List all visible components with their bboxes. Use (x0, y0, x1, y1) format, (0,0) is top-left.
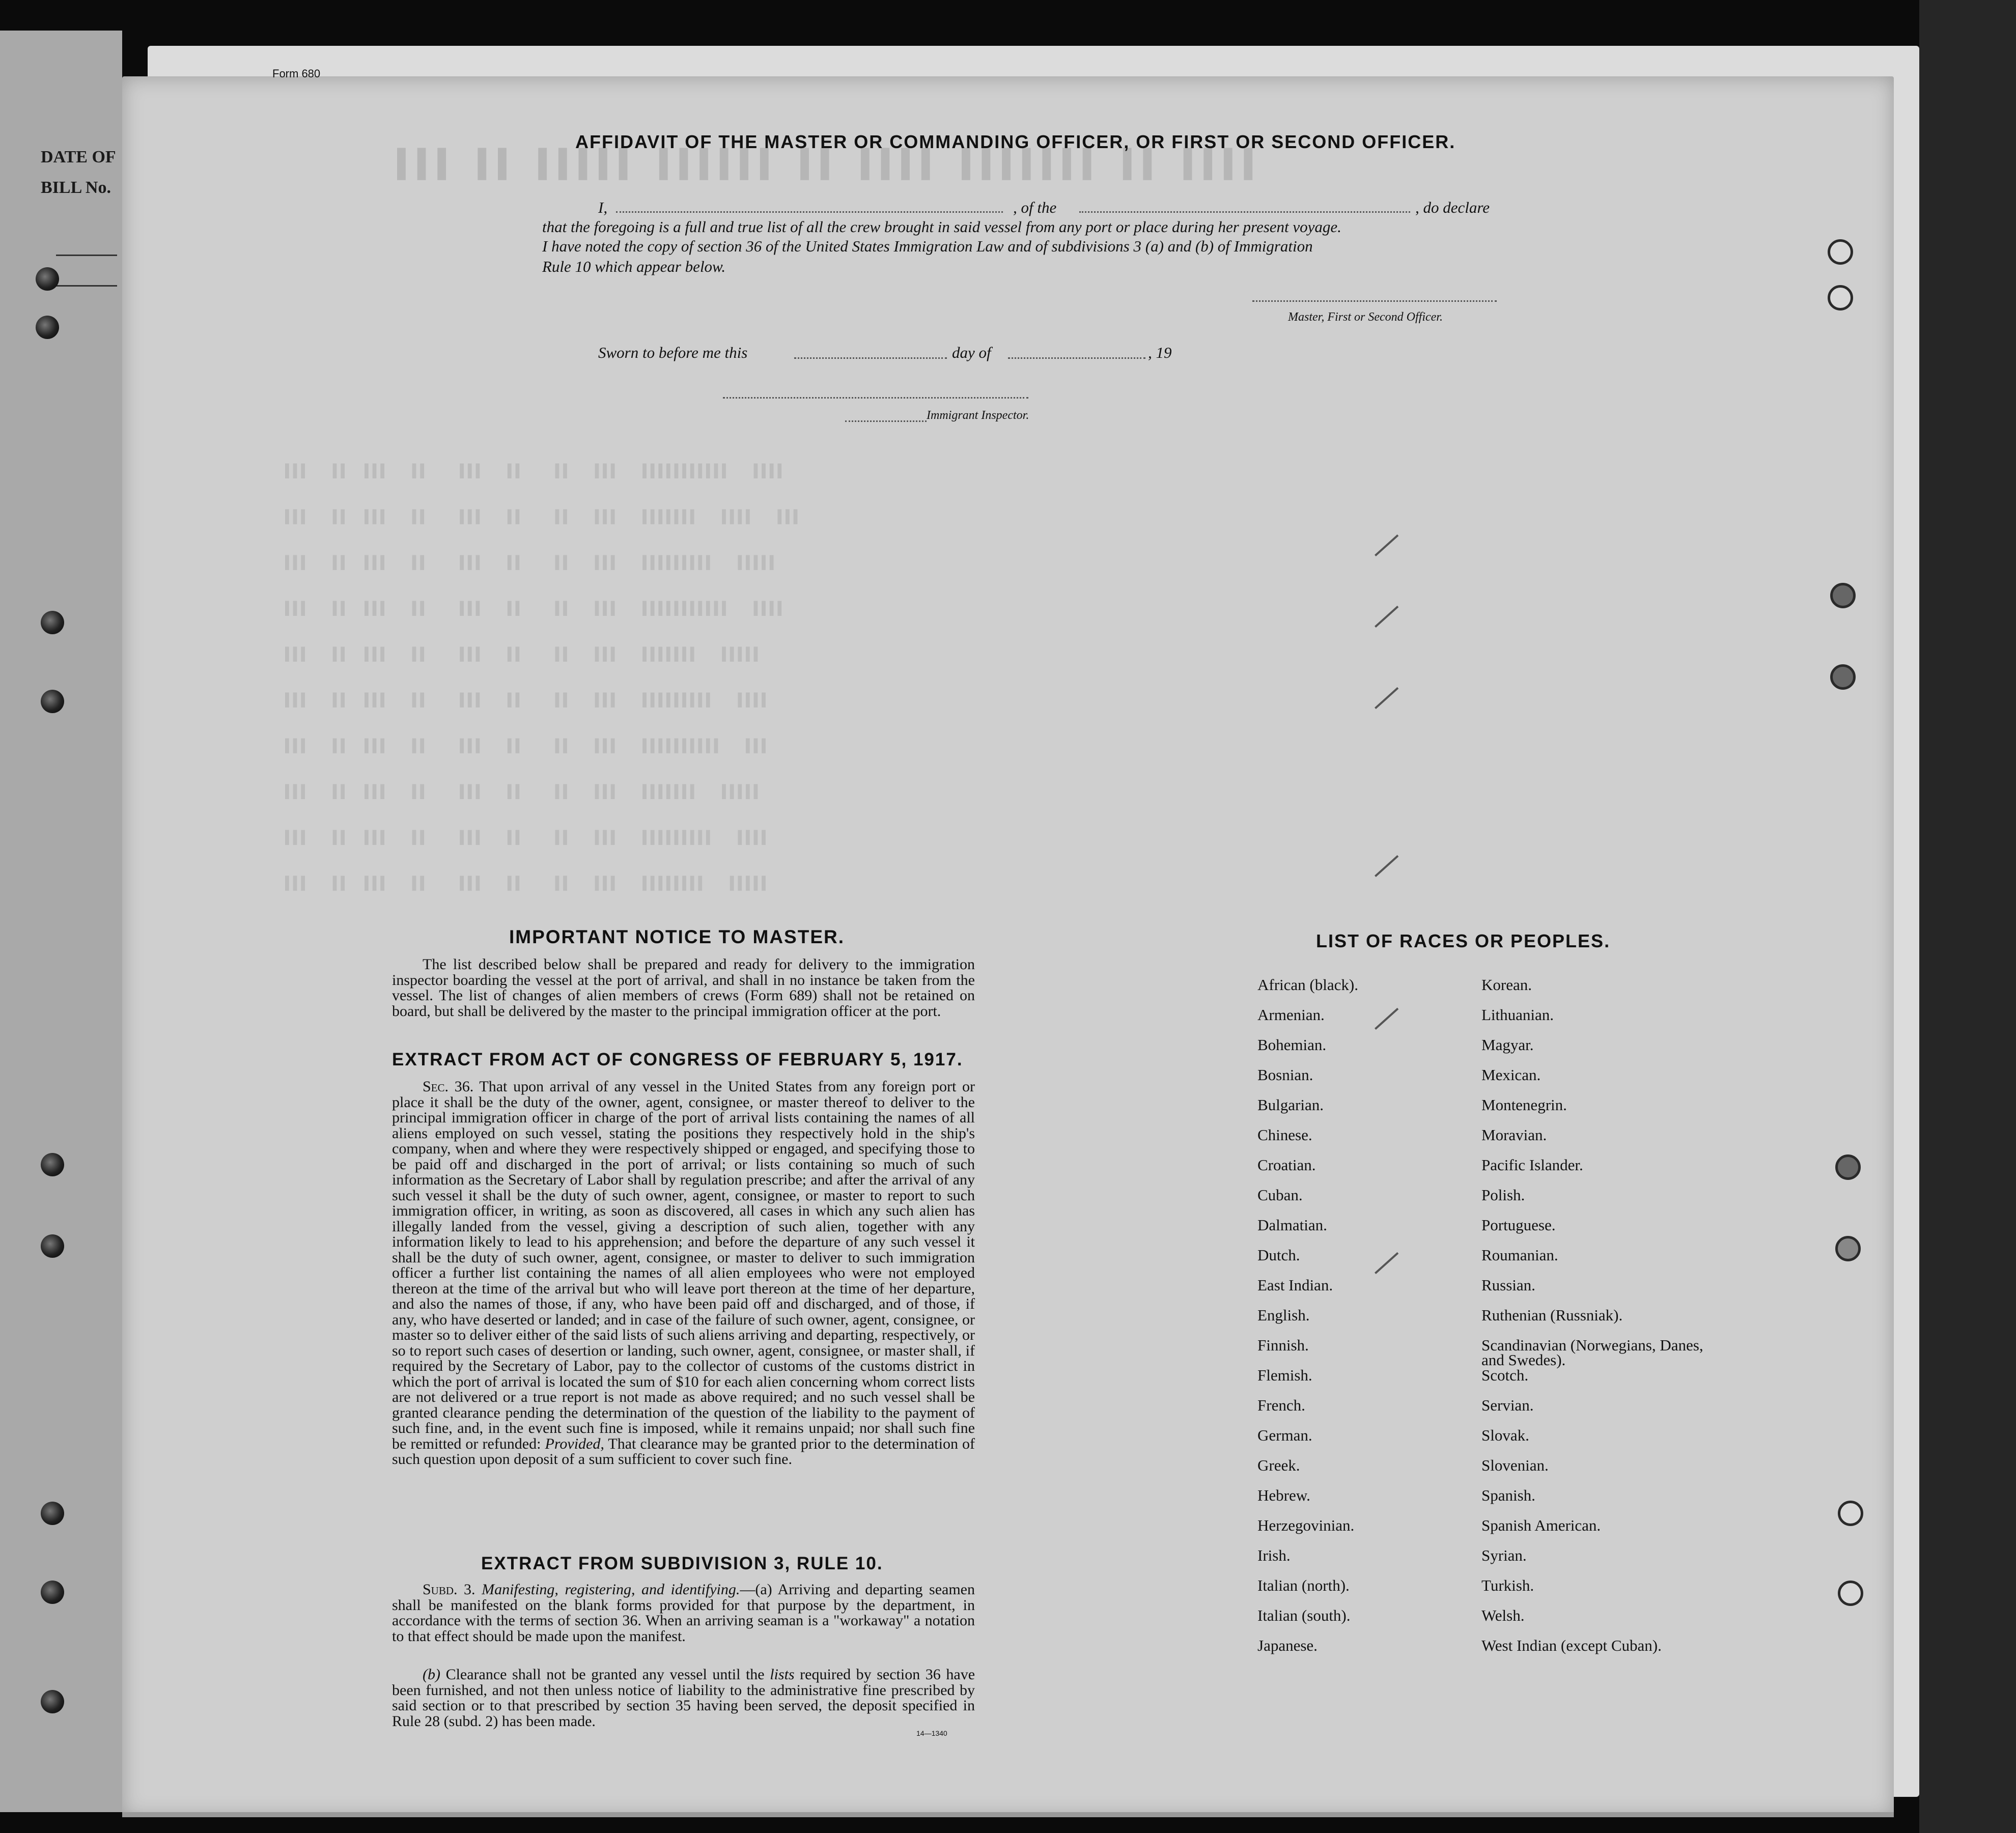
punch-hole (1838, 1501, 1863, 1526)
binder-ring-icon (41, 1690, 64, 1713)
race-entry: Italian (north). (1257, 1576, 1350, 1594)
subd-para-a-text: —(a) Arriving and departing seamen shall be manifested on the blank forms provided for that purpose by the department, in accordance with the terms of section 36. When an arriving seaman is a "workaway" a notation to that effect should be made upon the manifest. (392, 1581, 975, 1645)
race-entry: Bosnian. (1257, 1066, 1313, 1084)
race-entry: German. (1257, 1426, 1312, 1444)
race-entry: Croatian. (1257, 1156, 1316, 1174)
race-entry: Irish. (1257, 1546, 1291, 1564)
race-entry: Pacific Islander. (1481, 1156, 1583, 1174)
race-entry: Korean. (1481, 976, 1532, 994)
provided-word: Provided, (545, 1435, 604, 1452)
punch-hole (1828, 239, 1853, 265)
sworn-month-field[interactable] (1008, 357, 1145, 359)
race-entry: East Indian. (1257, 1276, 1333, 1294)
punch-hole (1838, 1581, 1863, 1606)
race-entry: Mexican. (1481, 1066, 1541, 1084)
subd-title: Manifesting, registering, and identifying. (482, 1581, 740, 1598)
sworn-day-field[interactable] (794, 357, 947, 359)
binder-ring-icon (41, 611, 64, 634)
race-entry: Cuban. (1257, 1186, 1303, 1204)
race-entry: West Indian (except Cuban). (1481, 1637, 1662, 1654)
race-entry: Dutch. (1257, 1246, 1300, 1264)
race-entry: Scotch. (1481, 1366, 1529, 1384)
race-entry: Dalmatian. (1257, 1216, 1327, 1234)
year-label: , 19 (1148, 344, 1172, 361)
punch-hole (1835, 1154, 1861, 1180)
stub-rule (51, 285, 117, 287)
stub-bill-label: BILL No. (41, 178, 111, 197)
race-entry: Italian (south). (1257, 1606, 1351, 1624)
subd-label: Subd. 3. (423, 1581, 475, 1598)
race-entry: Syrian. (1481, 1546, 1527, 1564)
punch-hole (1830, 664, 1856, 690)
race-entry: Greek. (1257, 1456, 1300, 1474)
binder-ring-icon (41, 1502, 64, 1525)
binder-ring-icon (41, 1153, 64, 1176)
race-entry: Turkish. (1481, 1576, 1534, 1594)
affidavit-line-4: Rule 10 which appear below. (542, 258, 726, 275)
do-declare-label: , do declare (1415, 199, 1490, 216)
race-entry: Moravian. (1481, 1126, 1547, 1144)
day-of-label: day of (952, 344, 991, 361)
race-entry: Herzegovinian. (1257, 1516, 1355, 1534)
race-entry: Ruthenian (Russniak). (1481, 1306, 1623, 1324)
race-entry: Flemish. (1257, 1366, 1312, 1384)
race-entry: Montenegrin. (1481, 1096, 1567, 1114)
para-b-text-2: required by section 36 have been furnished, and not then unless notice of liability to the administrative fine prescribed by said section or to that prescribed by section 35 having been served, the deposit specified in Rule 28 (subd. 2) has been made. (392, 1666, 975, 1730)
race-entry: English. (1257, 1306, 1310, 1324)
para-b-label: (b) (423, 1666, 440, 1683)
race-entry: Armenian. (1257, 1006, 1325, 1024)
notice-heading: IMPORTANT NOTICE TO MASTER. (509, 926, 845, 947)
bleed-through-text: ▌▌▌ ▌▌ ▌▌▌▌▌ ▌▌▌▌▌▌ ▌▌ ▌▌▌▌ ▌▌▌▌▌▌▌ ▌▌ ▌▌▌▌ (397, 148, 1265, 180)
act-extract-body (392, 1079, 975, 1468)
of-the-label: , of the (1013, 199, 1057, 216)
rule-para-a (392, 1582, 975, 1644)
race-entry: Polish. (1481, 1186, 1525, 1204)
binder-ring-icon (41, 690, 64, 713)
race-entry: Servian. (1481, 1396, 1534, 1414)
bleed-through-rows: ▌▌▌ ▌▌ ▌▌▌ ▌▌ ▌▌▌ ▌▌ ▌▌ ▌▌▌ ▌▌▌▌▌▌▌▌▌▌▌ ▌▌▌▌ ▌▌▌ ▌▌ ▌▌▌ ▌▌ ▌▌▌ ▌▌ ▌▌ ▌▌▌ ▌▌▌▌▌▌▌ ▌▌▌▌ ▌▌▌ ▌▌▌ ▌▌ ▌▌▌ ▌▌ ▌▌▌ ▌▌ ▌▌ ▌▌▌ ▌▌▌▌▌▌▌▌▌ ▌▌▌▌▌ ▌▌▌ ▌▌ ▌▌▌ ▌▌ ▌▌▌ ▌▌ ▌▌ ▌▌▌ ▌▌▌▌▌▌▌▌▌▌▌ ▌▌▌▌ ▌▌▌ ▌▌ ▌▌▌ ▌▌ ▌▌▌ ▌▌ ▌▌ ▌▌▌ ▌▌▌▌▌▌▌ ▌▌▌▌▌ ▌▌▌ ▌▌ ▌▌▌ ▌▌ ▌▌▌ ▌▌ ▌▌ ▌▌▌ ▌▌▌▌▌▌▌▌▌ ▌▌▌▌ ▌▌▌ ▌▌ ▌▌▌ ▌▌ ▌▌▌ ▌▌ ▌▌ ▌▌▌ ▌▌▌▌▌▌▌▌▌▌ ▌▌▌ ▌▌▌ ▌▌ ▌▌▌ ▌▌ ▌▌▌ ▌▌ ▌▌ ▌▌▌ ▌▌▌▌▌▌▌ ▌▌▌▌▌ ▌▌▌ ▌▌ ▌▌▌ ▌▌ ▌▌▌ ▌▌ ▌▌ ▌▌▌ ▌▌▌▌▌▌▌▌▌ ▌▌▌▌ ▌▌▌ ▌▌ ▌▌▌ ▌▌ ▌▌▌ ▌▌ ▌▌ ▌▌▌ ▌▌▌▌▌▌▌▌ ▌▌▌▌▌ (285, 463, 802, 891)
background-rim (1919, 0, 2016, 1833)
race-entry: Hebrew. (1257, 1486, 1310, 1504)
race-entry: Finnish. (1257, 1336, 1309, 1354)
stub-date-label: DATE OF (41, 148, 116, 166)
master-signature-label: Master, First or Second Officer. (1288, 311, 1443, 324)
race-entry: Japanese. (1257, 1637, 1318, 1654)
notice-body: The list described below shall be prepared and ready for delivery to the immigration inspector boarding the vessel at the port of arrival, and shall in no instance be taken from the vessel. The list of changes of alien members of crews (Form 689) shall not be retained on board, but shall be delivered by the master to the principal immigration officer at the port. (392, 956, 975, 1020)
para-b-text-1: Clearance shall not be granted any vessel until the (445, 1666, 765, 1683)
declarant-name-field[interactable] (616, 211, 1003, 213)
races-right-column (1481, 977, 1705, 1668)
race-entry: Spanish American. (1481, 1516, 1601, 1534)
master-signature-field[interactable] (1252, 300, 1497, 302)
sec-36-label: Sec. 36. (423, 1078, 474, 1095)
races-left-column (1257, 977, 1358, 1668)
inspector-signature-field[interactable] (723, 397, 1028, 399)
rule-para-b (392, 1667, 975, 1729)
punch-hole (1830, 583, 1856, 608)
vessel-name-field[interactable] (1079, 211, 1410, 213)
adjacent-page-stub (0, 31, 122, 1812)
race-entry: African (black). (1257, 976, 1358, 994)
affidavit-heading: AFFIDAVIT OF THE MASTER OR COMMANDING OFFICER, OR FIRST OR SECOND OFFICER. (575, 131, 1456, 152)
race-entry: Portuguese. (1481, 1216, 1556, 1234)
race-entry: Slovenian. (1481, 1456, 1549, 1474)
punch-hole (1828, 285, 1853, 311)
race-entry: Welsh. (1481, 1606, 1525, 1624)
inspector-label: Immigrant Inspector. (927, 409, 1029, 422)
inspector-signature-dots (845, 420, 927, 422)
lists-word: lists (770, 1666, 795, 1683)
race-entry: French. (1257, 1396, 1305, 1414)
race-entry: Russian. (1481, 1276, 1535, 1294)
race-entry: Roumanian. (1481, 1246, 1558, 1264)
race-entry: Bohemian. (1257, 1036, 1327, 1054)
form-number: Form 680 (272, 67, 321, 80)
race-entry: Chinese. (1257, 1126, 1312, 1144)
punch-hole (1835, 1236, 1861, 1261)
race-entry: Bulgarian. (1257, 1096, 1324, 1114)
rule-extract-heading: EXTRACT FROM SUBDIVISION 3, RULE 10. (481, 1554, 883, 1573)
binder-ring-icon (41, 1581, 64, 1604)
binder-ring-icon (41, 1234, 64, 1258)
page-edge (122, 1812, 1894, 1817)
race-entry: Scandinavian (Norwegians, Danes, and Swedes). (1481, 1336, 1703, 1369)
races-heading: LIST OF RACES OR PEOPLES. (1316, 930, 1611, 951)
sworn-label: Sworn to before me this (598, 344, 748, 361)
print-code: 14—1340 (916, 1729, 947, 1737)
act-extract-heading: EXTRACT FROM ACT OF CONGRESS OF FEBRUARY 5, 1917. (392, 1050, 963, 1069)
affidavit-line-2: that the foregoing is a full and true list of all the crew brought in said vessel from any port or place during her present voyage. (542, 218, 1341, 236)
act-text: That upon arrival of any vessel in the United States from any foreign port or place it shall be the duty of the owner, agent, consignee, or master thereof to deliver to the principal immigration officer in charge of the port of arrival lists containing the names of all aliens employed on such vessel, stating the positions they respectively hold in the ship's company, when and where they were respectively shipped or engaged, and specifying those to be paid off and discharged in the port of arrival; or lists containing so much of such information as the Secretary of Labor shall by regulation prescribe; and after the arrival of any such vessel it shall be the duty of such owner, agent, consignee, or master to report to such immigration officer, in writing, as soon as discovered, all cases in which any such alien has illegally landed from the vessel, giving a description of such alien, together with any information likely to lead to his apprehension; and before the departure of any such vessel it shall be the duty of such owner, agent, consignee, or master to deliver to such immigration officer a further list containing the names of all alien employees who were not employed thereon at the time of the arrival but who will leave port thereon at the time of her departure, and also the names of those, if any, who have been paid off and discharged, and of those, if any, who have deserted or landed; and in case of the failure of such owner, agent, consignee, or master so to deliver either of the said lists of such aliens arriving and departing, respectively, or so to report such cases of desertion or landing, such owner, agent, consignee, or master shall, if required by the Secretary of Labor, pay to the collector of customs of the customs district in which the port of arrival is located the sum of $10 for each alien concerning whom correct lists are not delivered or a true report is not made as above required; and no such vessel shall be granted clearance pending the determination of the question of the liability to the payment of such fine, and, in the event such fine is imposed, while it remains unpaid; nor shall such fine be remitted or refunded: (392, 1078, 975, 1452)
binder-ring-icon (36, 267, 59, 291)
race-entry: Lithuanian. (1481, 1006, 1554, 1024)
affidavit-line-3: I have noted the copy of section 36 of the United States Immigration Law and of subdivisions 3 (a) and (b) of Immigration (542, 237, 1313, 255)
race-entry: Slovak. (1481, 1426, 1529, 1444)
binder-ring-icon (36, 316, 59, 339)
act-text-end: That clearance may be granted prior to the determination of such question upon deposit of a sum sufficient to cover such fine. (392, 1435, 975, 1468)
race-entry: Spanish. (1481, 1486, 1535, 1504)
race-entry: Magyar. (1481, 1036, 1534, 1054)
declarant-label: I, (598, 199, 608, 216)
stub-rule (56, 255, 117, 256)
